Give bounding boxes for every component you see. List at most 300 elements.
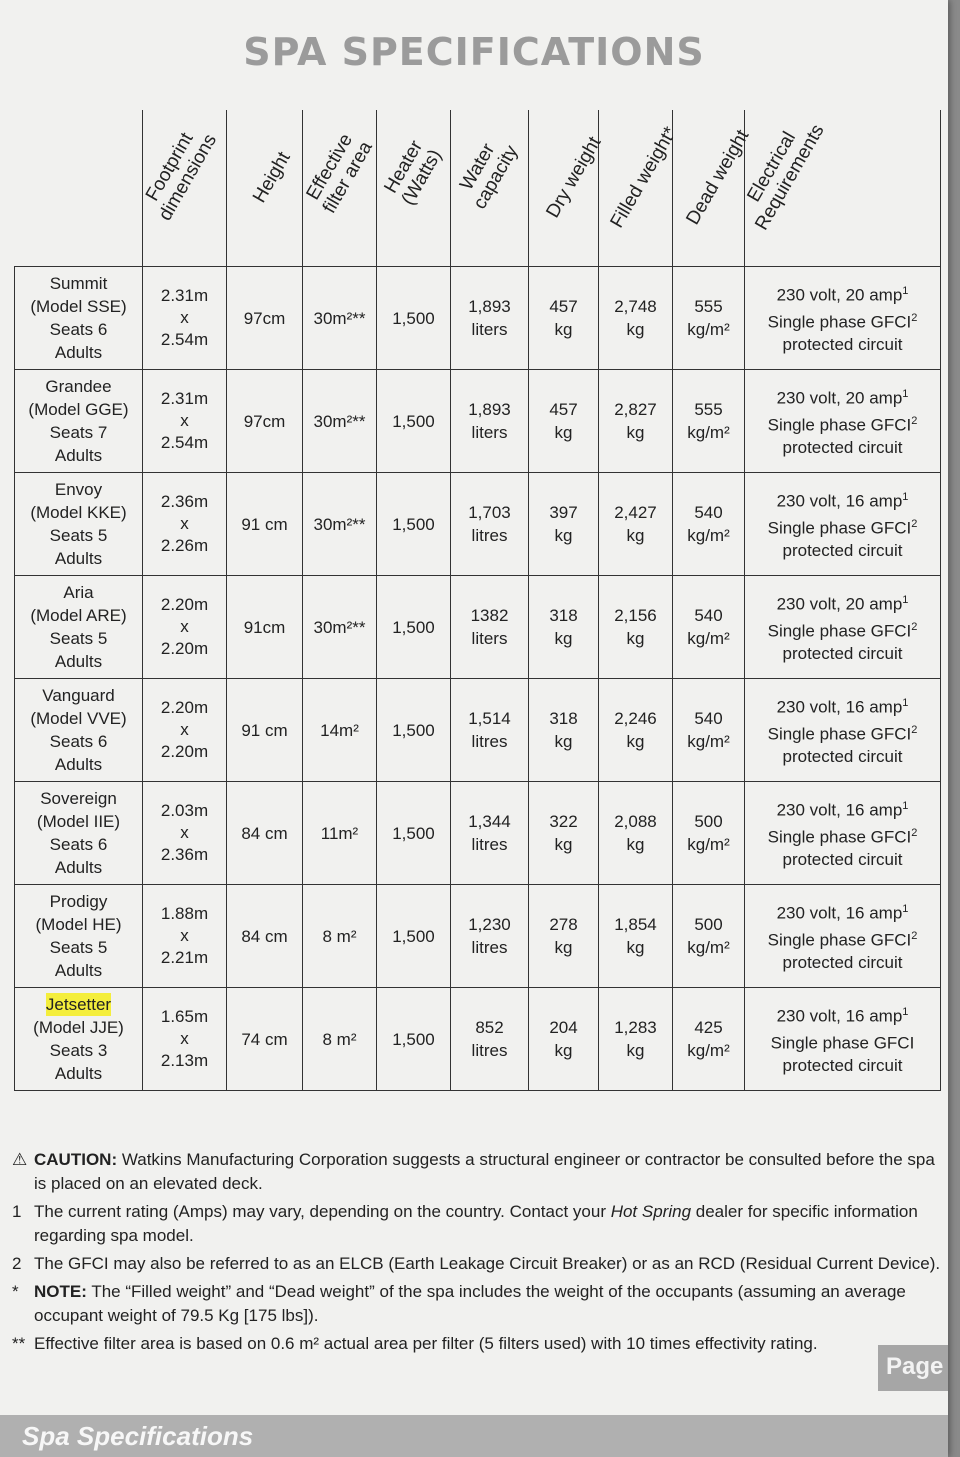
model-cell xyxy=(15,988,143,1091)
height-cell: 74 cm xyxy=(227,988,303,1091)
electrical-cell xyxy=(745,576,941,679)
heater-cell: 1,500 xyxy=(377,473,451,576)
dead-weight-cell-line: kg/m² xyxy=(687,320,730,339)
electrical-text: 230 volt, 20 amp xyxy=(776,285,903,305)
footnote-4 xyxy=(12,1332,942,1356)
electrical-line xyxy=(747,898,938,925)
electrical-line xyxy=(747,307,938,334)
footprint-cell-line: x xyxy=(180,720,189,739)
footnote-text: The current rating (Amps) may vary, depending on the country. Contact your xyxy=(34,1202,611,1221)
model-adults: Adults xyxy=(54,755,103,774)
dry-weight-cell xyxy=(529,988,599,1091)
electrical-text: Single phase GFCI xyxy=(767,415,912,435)
footnote-marker: 1 xyxy=(12,1202,22,1221)
dead-weight-cell-line: 555 xyxy=(694,297,723,316)
table-row xyxy=(15,885,941,988)
water-capacity-cell-line: 1,344 xyxy=(468,812,511,831)
filled-weight-cell-line: 2,246 xyxy=(614,709,657,728)
electrical-text: Single phase GFCI xyxy=(767,312,912,332)
model-model: (Model HE) xyxy=(35,915,122,934)
column-header-label: Water capacity xyxy=(456,140,523,213)
footprint-cell-line: 2.36m xyxy=(160,845,209,864)
water-capacity-cell-line: 1,703 xyxy=(468,503,511,522)
model-model: (Model ARE) xyxy=(30,606,127,625)
column-header xyxy=(529,110,606,267)
filled-weight-cell-line: 2,088 xyxy=(614,812,657,831)
electrical-line xyxy=(747,513,938,540)
electrical-line xyxy=(747,410,938,437)
electrical-line xyxy=(747,1001,938,1028)
footprint-cell-line: 2.31m xyxy=(160,286,209,305)
dead-weight-cell xyxy=(673,988,745,1091)
model-adults: Adults xyxy=(54,446,103,465)
dry-weight-cell xyxy=(529,679,599,782)
footnote-ref: 1 xyxy=(902,593,909,606)
column-header-label: Footprint dimensions xyxy=(141,129,222,225)
footnote-text: The GFCI may also be referred to as an ELCB (Earth Leakage Circuit Breaker) or as an RCD (Residual Current Device). xyxy=(34,1254,941,1273)
electrical-line xyxy=(747,589,938,616)
column-header-label: Dead weight xyxy=(682,126,754,229)
dead-weight-cell-line: 500 xyxy=(694,915,723,934)
filled-weight-cell-line: 2,748 xyxy=(614,297,657,316)
page-tab-label: Page xyxy=(886,1353,944,1380)
dry-weight-cell-line: 318 xyxy=(549,709,578,728)
electrical-text: 230 volt, 16 amp xyxy=(776,800,903,820)
column-header-label: Filled weight* xyxy=(606,123,682,232)
dry-weight-cell xyxy=(529,267,599,370)
electrical-line: protected circuit xyxy=(782,335,903,355)
dry-weight-cell-line: kg xyxy=(554,629,573,648)
footnotes xyxy=(12,1148,942,1360)
electrical-line xyxy=(747,822,938,849)
height-cell: 97cm xyxy=(227,370,303,473)
height-cell: 91cm xyxy=(227,576,303,679)
filled-weight-cell-line: 1,854 xyxy=(614,915,657,934)
water-capacity-cell-line: litres xyxy=(471,526,508,545)
electrical-line: protected circuit xyxy=(782,747,903,767)
model-seats: Seats 6 xyxy=(49,732,108,751)
model-cell xyxy=(15,885,143,988)
footprint-cell-line: 1.88m xyxy=(160,904,209,923)
model-seats: Seats 5 xyxy=(49,526,108,545)
footprint-cell xyxy=(143,267,227,370)
electrical-text: Single phase GFCI xyxy=(767,518,912,538)
electrical-line: protected circuit xyxy=(782,1056,903,1076)
footnote-marker: ** xyxy=(12,1334,26,1353)
water-capacity-cell-line: 852 xyxy=(475,1018,504,1037)
model-cell xyxy=(15,782,143,885)
footnote-ref: 1 xyxy=(902,490,909,503)
filled-weight-cell-line: kg xyxy=(626,835,645,854)
dead-weight-cell xyxy=(673,370,745,473)
dry-weight-cell xyxy=(529,782,599,885)
water-capacity-cell xyxy=(451,988,529,1091)
dry-weight-cell-line: 278 xyxy=(549,915,578,934)
column-header xyxy=(745,110,941,267)
heater-cell: 1,500 xyxy=(377,267,451,370)
electrical-text: 230 volt, 20 amp xyxy=(776,388,903,408)
footprint-cell xyxy=(143,885,227,988)
electrical-text: 230 volt, 16 amp xyxy=(776,1006,903,1026)
filled-weight-cell-line: kg xyxy=(626,732,645,751)
filter-area-cell: 30m²** xyxy=(303,576,377,679)
electrical-line: protected circuit xyxy=(782,850,903,870)
model-cell xyxy=(15,370,143,473)
model-cell xyxy=(15,576,143,679)
column-header-label: Heater (Watts) xyxy=(380,137,447,209)
water-capacity-cell xyxy=(451,576,529,679)
footnote-ref: 2 xyxy=(911,311,918,324)
model-seats: Seats 6 xyxy=(49,320,108,339)
model-seats: Seats 5 xyxy=(49,938,108,957)
footprint-cell-line: 2.20m xyxy=(160,639,209,658)
electrical-text: 230 volt, 16 amp xyxy=(776,903,903,923)
height-cell: 84 cm xyxy=(227,885,303,988)
model-adults: Adults xyxy=(54,343,103,362)
dead-weight-cell xyxy=(673,576,745,679)
footnote-ref: 1 xyxy=(902,1005,909,1018)
model-seats: Seats 3 xyxy=(49,1041,108,1060)
electrical-line: protected circuit xyxy=(782,953,903,973)
electrical-text: 230 volt, 16 amp xyxy=(776,697,903,717)
electrical-text: 230 volt, 20 amp xyxy=(776,594,903,614)
footnote-ref: 1 xyxy=(902,799,909,812)
electrical-cell xyxy=(745,885,941,988)
dead-weight-cell-line: kg/m² xyxy=(687,1041,730,1060)
model-name: Grandee xyxy=(45,377,112,396)
water-capacity-cell-line: litres xyxy=(471,1041,508,1060)
filled-weight-cell-line: kg xyxy=(626,629,645,648)
filled-weight-cell xyxy=(599,988,673,1091)
dead-weight-cell xyxy=(673,267,745,370)
column-header xyxy=(143,110,227,267)
footnote-ref: 2 xyxy=(911,929,918,942)
footprint-cell xyxy=(143,782,227,885)
electrical-line: protected circuit xyxy=(782,541,903,561)
model-adults: Adults xyxy=(54,549,103,568)
water-capacity-cell xyxy=(451,370,529,473)
filled-weight-cell xyxy=(599,370,673,473)
model-adults: Adults xyxy=(54,858,103,877)
dry-weight-cell-line: kg xyxy=(554,732,573,751)
table-row xyxy=(15,370,941,473)
filled-weight-cell xyxy=(599,267,673,370)
heater-cell: 1,500 xyxy=(377,679,451,782)
electrical-line xyxy=(747,486,938,513)
electrical-line xyxy=(747,383,938,410)
column-header xyxy=(303,110,377,267)
footnote-text: Effective filter area is based on 0.6 m² actual area per filter (5 filters used) with 10 times effectivity rating. xyxy=(34,1334,818,1353)
water-capacity-cell xyxy=(451,679,529,782)
filled-weight-cell-line: kg xyxy=(626,526,645,545)
electrical-line xyxy=(747,692,938,719)
dry-weight-cell-line: kg xyxy=(554,938,573,957)
electrical-text: 230 volt, 16 amp xyxy=(776,491,903,511)
footnote-ref: 2 xyxy=(911,517,918,530)
model-cell xyxy=(15,679,143,782)
model-name: Vanguard xyxy=(42,686,115,705)
table-row xyxy=(15,576,941,679)
electrical-text: Single phase GFCI xyxy=(770,1033,915,1053)
water-capacity-cell-line: liters xyxy=(471,423,508,442)
electrical-text: Single phase GFCI xyxy=(767,724,912,744)
model-model: (Model GGE) xyxy=(28,400,129,419)
model-model: (Model VVE) xyxy=(30,709,127,728)
dead-weight-cell-line: kg/m² xyxy=(687,938,730,957)
height-cell: 97cm xyxy=(227,267,303,370)
water-capacity-cell xyxy=(451,885,529,988)
footnote-marker: * xyxy=(12,1282,19,1301)
electrical-line xyxy=(747,719,938,746)
model-name: Envoy xyxy=(54,480,103,499)
model-name: Jetsetter xyxy=(45,995,112,1014)
model-model: (Model KKE) xyxy=(30,503,127,522)
dry-weight-cell-line: 397 xyxy=(549,503,578,522)
model-model: (Model JJE) xyxy=(33,1018,124,1037)
dry-weight-cell-line: kg xyxy=(554,835,573,854)
footnote-ref: 1 xyxy=(902,387,909,400)
dry-weight-cell-line: 204 xyxy=(549,1018,578,1037)
model-seats: Seats 5 xyxy=(49,629,108,648)
filled-weight-cell-line: kg xyxy=(626,423,645,442)
column-header xyxy=(451,110,529,267)
water-capacity-cell-line: liters xyxy=(471,320,508,339)
footprint-cell xyxy=(143,679,227,782)
dead-weight-cell-line: 540 xyxy=(694,503,723,522)
filled-weight-cell-line: 2,156 xyxy=(614,606,657,625)
model-adults: Adults xyxy=(54,961,103,980)
dry-weight-cell xyxy=(529,370,599,473)
water-capacity-cell-line: 1382 xyxy=(470,606,509,625)
dry-weight-cell-line: 318 xyxy=(549,606,578,625)
dead-weight-cell xyxy=(673,679,745,782)
footprint-cell-line: 1.65m xyxy=(160,1007,209,1026)
footnote-ref: 2 xyxy=(911,723,918,736)
dead-weight-cell-line: 540 xyxy=(694,606,723,625)
model-name: Prodigy xyxy=(49,892,108,911)
filter-area-cell: 8 m² xyxy=(303,988,377,1091)
column-header-label: Height xyxy=(249,148,295,207)
electrical-line: protected circuit xyxy=(782,438,903,458)
electrical-cell xyxy=(745,782,941,885)
footer-title: Spa Specifications xyxy=(22,1421,254,1451)
footnote-ref: 2 xyxy=(911,826,918,839)
note-label: NOTE: xyxy=(34,1282,87,1301)
header-corner xyxy=(15,110,143,267)
dry-weight-cell-line: 457 xyxy=(549,400,578,419)
footprint-cell-line: x xyxy=(180,823,189,842)
model-model: (Model SSE) xyxy=(30,297,127,316)
model-name: Summit xyxy=(49,274,108,293)
table-row xyxy=(15,473,941,576)
height-cell: 91 cm xyxy=(227,679,303,782)
footnote-ref: 2 xyxy=(911,414,918,427)
heater-cell: 1,500 xyxy=(377,885,451,988)
filled-weight-cell xyxy=(599,473,673,576)
heater-cell: 1,500 xyxy=(377,988,451,1091)
filled-weight-cell-line: 1,283 xyxy=(614,1018,657,1037)
table-header-row xyxy=(15,110,941,267)
model-cell xyxy=(15,473,143,576)
electrical-cell xyxy=(745,679,941,782)
footnote-1 xyxy=(12,1200,942,1248)
filled-weight-cell xyxy=(599,576,673,679)
footnote-text: dealer for specific information regarding spa model. xyxy=(34,1202,918,1245)
column-header xyxy=(377,110,451,267)
footnote-marker: 2 xyxy=(12,1254,22,1273)
footer-bar xyxy=(0,1415,948,1457)
brand-name: Hot Spring xyxy=(610,1202,692,1221)
spec-table xyxy=(14,110,941,1091)
water-capacity-cell-line: litres xyxy=(471,938,508,957)
water-capacity-cell xyxy=(451,782,529,885)
footprint-cell xyxy=(143,988,227,1091)
dry-weight-cell-line: kg xyxy=(554,320,573,339)
footnote-text: The “Filled weight” and “Dead weight” of the spa includes the weight of the occupants (assuming an average occupant weight of 79.5 Kg [175 lbs]). xyxy=(34,1282,906,1325)
column-header-label: Effective filter area xyxy=(302,130,377,218)
column-header xyxy=(599,110,682,267)
dry-weight-cell-line: kg xyxy=(554,423,573,442)
dead-weight-cell xyxy=(673,782,745,885)
electrical-cell xyxy=(745,988,941,1091)
dead-weight-cell-line: kg/m² xyxy=(687,526,730,545)
footnote-2 xyxy=(12,1252,942,1276)
model-name: Aria xyxy=(63,583,94,602)
warning-icon: ⚠ xyxy=(12,1150,28,1169)
electrical-line: protected circuit xyxy=(782,644,903,664)
height-cell: 84 cm xyxy=(227,782,303,885)
water-capacity-cell-line: 1,893 xyxy=(468,400,511,419)
footprint-cell xyxy=(143,473,227,576)
water-capacity-cell-line: 1,514 xyxy=(468,709,511,728)
water-capacity-cell xyxy=(451,267,529,370)
dead-weight-cell-line: 555 xyxy=(694,400,723,419)
water-capacity-cell-line: 1,230 xyxy=(468,915,511,934)
electrical-text: Single phase GFCI xyxy=(767,827,912,847)
electrical-cell xyxy=(745,473,941,576)
table-body xyxy=(15,267,941,1091)
footprint-cell-line: x xyxy=(180,514,189,533)
dead-weight-cell xyxy=(673,473,745,576)
table-row xyxy=(15,679,941,782)
heater-cell: 1,500 xyxy=(377,576,451,679)
water-capacity-cell xyxy=(451,473,529,576)
height-cell: 91 cm xyxy=(227,473,303,576)
filter-area-cell: 14m² xyxy=(303,679,377,782)
filter-area-cell: 30m²** xyxy=(303,370,377,473)
model-name: Sovereign xyxy=(40,789,117,808)
footprint-cell-line: 2.54m xyxy=(160,330,209,349)
filled-weight-cell-line: kg xyxy=(626,938,645,957)
table-row xyxy=(15,782,941,885)
column-header-label: Dry weight xyxy=(542,133,606,222)
filled-weight-cell xyxy=(599,782,673,885)
dry-weight-cell-line: kg xyxy=(554,526,573,545)
table-row xyxy=(15,988,941,1091)
dry-weight-cell-line: kg xyxy=(554,1041,573,1060)
filter-area-cell: 30m²** xyxy=(303,267,377,370)
water-capacity-cell-line: litres xyxy=(471,835,508,854)
filled-weight-cell xyxy=(599,885,673,988)
model-seats: Seats 7 xyxy=(49,423,108,442)
dead-weight-cell-line: kg/m² xyxy=(687,835,730,854)
dead-weight-cell-line: 540 xyxy=(694,709,723,728)
caution-text: Watkins Manufacturing Corporation suggests a structural engineer or contractor be consulted before the spa is placed on an elevated deck. xyxy=(34,1150,935,1193)
footnote-3 xyxy=(12,1280,942,1328)
electrical-text: Single phase GFCI xyxy=(767,621,912,641)
page-title: SPA SPECIFICATIONS xyxy=(243,30,705,74)
electrical-line xyxy=(747,925,938,952)
footprint-cell-line: 2.31m xyxy=(160,389,209,408)
footprint-cell-line: 2.54m xyxy=(160,433,209,452)
footprint-cell-line: x xyxy=(180,617,189,636)
water-capacity-cell-line: 1,893 xyxy=(468,297,511,316)
heater-cell: 1,500 xyxy=(377,782,451,885)
dry-weight-cell xyxy=(529,576,599,679)
dead-weight-cell-line: 425 xyxy=(694,1018,723,1037)
model-model: (Model IIE) xyxy=(36,812,121,831)
filter-area-cell: 8 m² xyxy=(303,885,377,988)
model-cell xyxy=(15,267,143,370)
dead-weight-cell-line: kg/m² xyxy=(687,423,730,442)
dry-weight-cell-line: 457 xyxy=(549,297,578,316)
column-header xyxy=(673,110,754,267)
electrical-cell xyxy=(745,267,941,370)
footprint-cell-line: 2.36m xyxy=(160,492,209,511)
footprint-cell-line: 2.21m xyxy=(160,948,209,967)
filled-weight-cell-line: kg xyxy=(626,1041,645,1060)
footprint-cell-line: 2.20m xyxy=(160,742,209,761)
electrical-line xyxy=(747,1028,938,1055)
caution-note xyxy=(12,1148,942,1196)
footprint-cell-line: 2.20m xyxy=(160,698,209,717)
dry-weight-cell-line: 322 xyxy=(549,812,578,831)
dry-weight-cell xyxy=(529,885,599,988)
column-header-label: Electrical Requirements xyxy=(743,121,829,234)
footprint-cell xyxy=(143,370,227,473)
heater-cell: 1,500 xyxy=(377,370,451,473)
water-capacity-cell-line: liters xyxy=(471,629,508,648)
model-seats: Seats 6 xyxy=(49,835,108,854)
footprint-cell-line: x xyxy=(180,411,189,430)
caution-label: CAUTION: xyxy=(34,1150,118,1169)
electrical-cell xyxy=(745,370,941,473)
footprint-cell xyxy=(143,576,227,679)
electrical-line xyxy=(747,795,938,822)
footnote-ref: 1 xyxy=(902,284,909,297)
filled-weight-cell-line: 2,827 xyxy=(614,400,657,419)
dead-weight-cell-line: kg/m² xyxy=(687,732,730,751)
dead-weight-cell-line: 500 xyxy=(694,812,723,831)
footprint-cell-line: x xyxy=(180,926,189,945)
model-adults: Adults xyxy=(54,652,103,671)
dead-weight-cell-line: kg/m² xyxy=(687,629,730,648)
page-tab xyxy=(878,1345,948,1391)
electrical-line xyxy=(747,280,938,307)
water-capacity-cell-line: litres xyxy=(471,732,508,751)
footnote-ref: 1 xyxy=(902,902,909,915)
footnote-ref: 2 xyxy=(911,620,918,633)
dry-weight-cell xyxy=(529,473,599,576)
filled-weight-cell-line: 2,427 xyxy=(614,503,657,522)
filled-weight-cell xyxy=(599,679,673,782)
footprint-cell-line: 2.26m xyxy=(160,536,209,555)
column-header xyxy=(227,110,303,267)
footprint-cell-line: 2.03m xyxy=(160,801,209,820)
footprint-cell-line: x xyxy=(180,308,189,327)
table-row xyxy=(15,267,941,370)
dead-weight-cell xyxy=(673,885,745,988)
